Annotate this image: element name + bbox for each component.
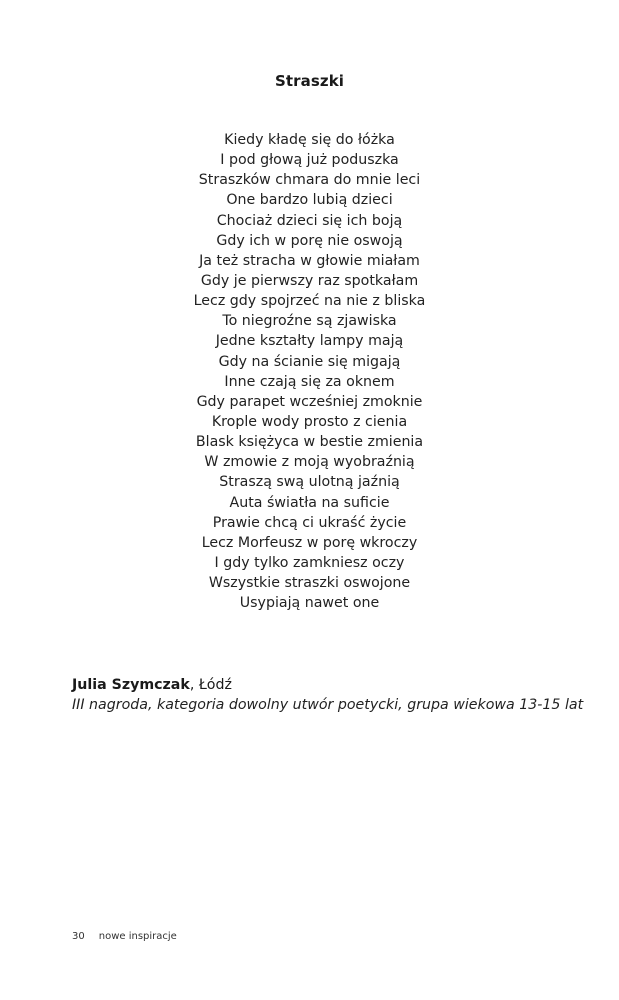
poem-line: W zmowie z moją wyobraźnią (204, 454, 415, 471)
award-note: III nagroda, kategoria dowolny utwór poetycki, grupa wiekowa 13-15 lat (72, 697, 584, 713)
poem-title: Straszki (274, 72, 345, 90)
poem-line: Usypiają nawet one (239, 595, 380, 612)
poem-line: Ja też stracha w głowie miałam (199, 252, 420, 269)
poem-line: I pod głową już poduszka (220, 152, 399, 169)
poem-line: I gdy tylko zamkniesz oczy (214, 554, 405, 571)
poem-line: Lecz gdy spojrzeć na nie z bliska (193, 293, 426, 310)
poem-line: Auta światła na suficie (229, 494, 390, 511)
poem-line: Straszków chmara do mnie leci (198, 172, 421, 189)
page-footer (72, 930, 177, 944)
poem-line: Inne czają się za oknem (224, 373, 395, 390)
poem-line: Straszą swą ulotną jaźnią (219, 474, 400, 491)
page-number: 30 (72, 931, 85, 942)
poem-line: Gdy parapet wcześniej zmoknie (196, 393, 423, 410)
poem-line: Chociaż dzieci się ich boją (216, 212, 403, 229)
poem-line: One bardzo lubią dzieci (226, 192, 393, 209)
poem-line: Jedne kształty lampy mają (215, 333, 404, 350)
poem-line: Kiedy kładę się do łóżka (224, 132, 395, 148)
poem-line: Gdy na ścianie się migają (218, 353, 401, 370)
poem-line: To niegroźne są zjawiska (222, 313, 397, 330)
poem-body (0, 130, 619, 613)
poem-line: Wszystkie straszki oswojone (208, 575, 411, 592)
poem-line: Prawie chcą ci ukraść życie (212, 514, 407, 531)
author-credit (72, 675, 232, 695)
poem-line: Lecz Morfeusz w porę wkroczy (201, 534, 418, 551)
poem-line: Gdy je pierwszy raz spotkałam (200, 272, 419, 289)
poem-line: Blask księżyca w bestie zmienia (195, 434, 424, 451)
publication-name: nowe inspiracje (98, 931, 177, 942)
poem-line: Krople wody prosto z cienia (211, 413, 408, 430)
author-name: Julia Szymczak (72, 677, 190, 693)
poem-line: Gdy ich w porę nie oswoją (216, 232, 403, 249)
author-city: , Łódź (189, 677, 232, 693)
